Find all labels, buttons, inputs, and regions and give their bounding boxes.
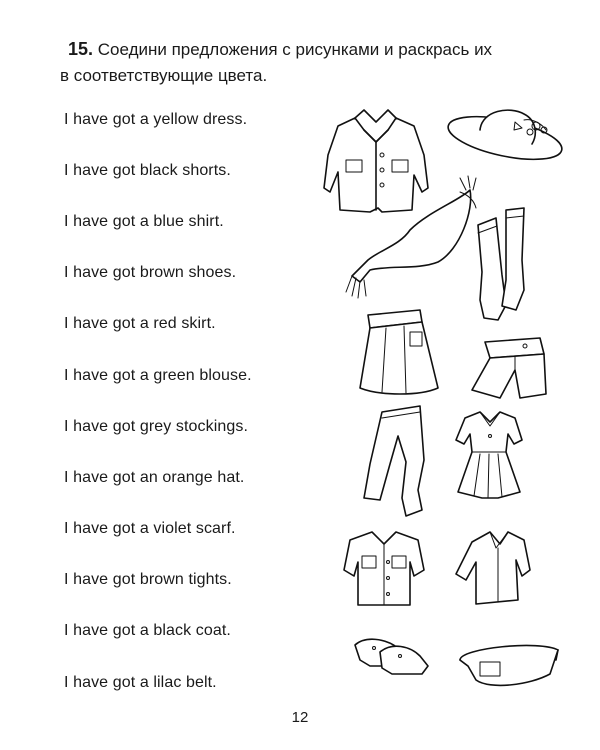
- sentence-black-shorts[interactable]: I have got black shorts.: [64, 162, 231, 179]
- belt-drawing[interactable]: [460, 645, 558, 685]
- sentence-black-coat[interactable]: I have got a black coat.: [64, 622, 231, 639]
- exercise-header: [60, 36, 564, 89]
- tights-drawing[interactable]: [364, 406, 424, 516]
- sentence-red-skirt[interactable]: I have got a red skirt.: [64, 315, 216, 332]
- shirt-drawing[interactable]: [344, 532, 424, 605]
- sentence-blue-shirt[interactable]: I have got a blue shirt.: [64, 213, 224, 230]
- instruction-line-1: Соедини предложения с рисунками и раскрась их: [97, 40, 493, 59]
- skirt-drawing[interactable]: [360, 310, 438, 394]
- sentence-brown-shoes[interactable]: I have got brown shoes.: [64, 264, 237, 281]
- instruction-line-2: в соответствующие цвета.: [60, 66, 268, 85]
- dress-drawing[interactable]: [456, 412, 522, 498]
- stockings-drawing[interactable]: [478, 208, 524, 320]
- shoes-drawing[interactable]: [355, 639, 428, 674]
- sentence-brown-tights[interactable]: I have got brown tights.: [64, 571, 232, 588]
- coat-drawing[interactable]: [324, 110, 428, 212]
- sentence-lilac-belt[interactable]: I have got a lilac belt.: [64, 674, 217, 691]
- hat-drawing[interactable]: [445, 108, 566, 167]
- clothing-illustrations: [310, 100, 570, 700]
- exercise-number: 15.: [68, 39, 94, 59]
- sentence-violet-scarf[interactable]: I have got a violet scarf.: [64, 520, 236, 537]
- sentence-orange-hat[interactable]: I have got an orange hat.: [64, 469, 245, 486]
- shorts-drawing[interactable]: [472, 338, 546, 398]
- blouse-drawing[interactable]: [456, 532, 530, 604]
- sentence-yellow-dress[interactable]: I have got a yellow dress.: [64, 111, 248, 128]
- sentence-green-blouse[interactable]: I have got a green blouse.: [64, 367, 252, 384]
- sentence-grey-stockings[interactable]: I have got grey stockings.: [64, 418, 249, 435]
- page-number: 12: [291, 709, 309, 726]
